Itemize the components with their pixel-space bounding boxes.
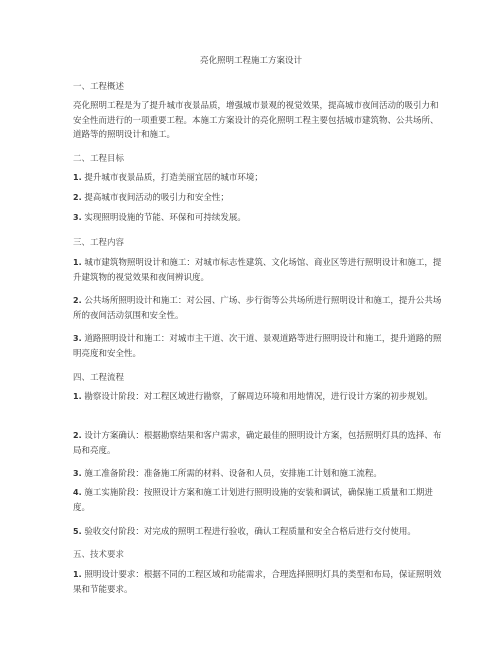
content-item <box>73 256 443 285</box>
process-item-number: 1. <box>73 392 82 401</box>
goal-item-text: 提升城市夜景品质，打造美丽宜居的城市环境； <box>84 173 263 183</box>
section-heading-goals: 二、工程目标 <box>73 154 125 164</box>
process-item <box>73 429 443 458</box>
goal-item-number: 3. <box>73 213 82 222</box>
process-item-number: 2. <box>73 431 82 440</box>
content-item <box>73 294 443 323</box>
section-heading-overview: 一、工程概述 <box>73 82 125 92</box>
process-item-text: 设计方案确认：根据勘察结果和客户需求，确定最佳的照明设计方案，包括照明灯具的选择、布局和亮度。 <box>73 431 442 456</box>
process-item-text: 施工准备阶段：准备施工所需的材料、设备和人员，安排施工计划和施工流程。 <box>84 469 382 479</box>
content-item <box>73 332 443 361</box>
document-title: 亮化照明工程施工方案设计 <box>199 56 302 66</box>
section-heading-content: 三、工程内容 <box>73 238 125 248</box>
process-item-number: 3. <box>73 469 82 478</box>
process-item <box>73 467 443 482</box>
goal-item-text: 实现照明设施的节能、环保和可持续发展。 <box>84 213 246 223</box>
goal-item <box>73 171 443 186</box>
process-item-text: 施工实施阶段：按照设计方案和施工计划进行照明设施的安装和调试，确保施工质量和工期进度。 <box>73 488 433 513</box>
goal-item-number: 2. <box>73 193 82 202</box>
process-item-number: 5. <box>73 527 82 536</box>
requirement-item <box>73 568 443 597</box>
content-item-text: 道路照明设计和施工：对城市主干道、次干道、景观道路等进行照明设计和施工，提升道路的照明亮度和安全性。 <box>73 334 442 359</box>
content-item-number: 1. <box>73 258 82 267</box>
process-item-text: 勘察设计阶段：对工程区域进行勘察，了解周边环境和用地情况，进行设计方案的初步规划。 <box>84 392 433 402</box>
process-item <box>73 390 443 405</box>
process-item-number: 4. <box>73 488 82 497</box>
goal-item-number: 1. <box>73 173 82 182</box>
requirement-item-number: 1. <box>73 570 82 579</box>
overview-paragraph: 亮化照明工程是为了提升城市夜景品质，增强城市景观的视觉效果，提高城市夜间活动的吸引力和安全性而进行的一项重要工程。本施工方案设计的亮化照明工程主要包括城市建筑物、公共场所、道路等的照明设计和施工。 <box>73 101 439 140</box>
section-heading-requirements: 五、技术要求 <box>73 550 125 560</box>
section-heading-process: 四、工程流程 <box>73 373 125 383</box>
goal-item <box>73 211 443 226</box>
process-item <box>73 486 443 515</box>
process-item-text: 验收交付阶段：对完成的照明工程进行验收，确认工程质量和安全合格后进行交付使用。 <box>84 527 416 537</box>
content-item-text: 城市建筑物照明设计和施工：对城市标志性建筑、文化场馆、商业区等进行照明设计和施工，提升建筑物的视觉效果和夜间辨识度。 <box>73 258 442 283</box>
content-item-text: 公共场所照明设计和施工：对公园、广场、步行街等公共场所进行照明设计和施工，提升公共场所的夜间活动氛围和安全性。 <box>73 296 442 321</box>
requirement-item-text: 照明设计要求：根据不同的工程区域和功能需求，合理选择照明灯具的类型和布局，保证照明效果和节能要求。 <box>73 570 442 595</box>
content-item-number: 2. <box>73 296 82 305</box>
content-item-number: 3. <box>73 334 82 343</box>
goal-item <box>73 191 443 206</box>
process-item <box>73 525 443 540</box>
goal-item-text: 提高城市夜间活动的吸引力和安全性； <box>84 193 229 203</box>
